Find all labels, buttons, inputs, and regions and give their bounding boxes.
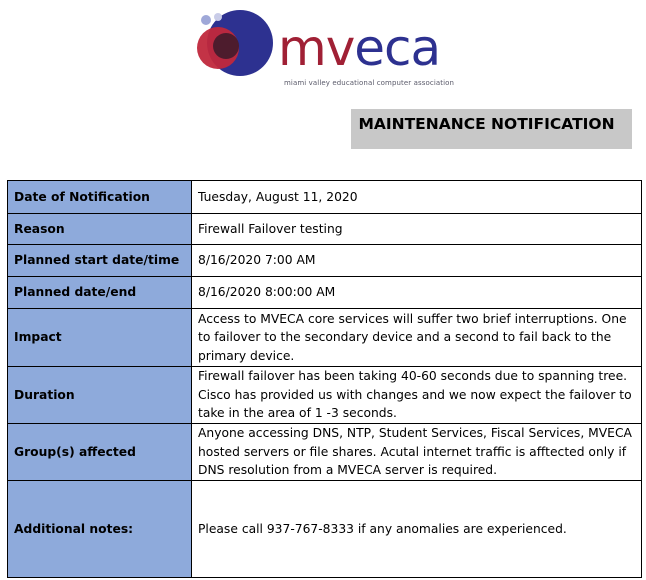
- mveca-logo: [196, 8, 466, 92]
- logo-wordmark-mv: mv: [278, 19, 355, 77]
- table-row: [8, 245, 642, 277]
- row-label: Planned date/end: [8, 277, 192, 309]
- row-value: 8/16/2020 8:00:00 AM: [192, 277, 642, 309]
- row-label: Impact: [8, 309, 192, 367]
- table-row: [8, 367, 642, 424]
- logo-wordmark-eca: eca: [354, 19, 441, 77]
- row-value: 8/16/2020 7:00 AM: [192, 245, 642, 277]
- row-label: Additional notes:: [8, 481, 192, 578]
- row-value: Anyone accessing DNS, NTP, Student Services, Fiscal Services, MVECA hosted servers or file shares. Acutal internet traffic is afftected only if DNS resolution from a MVECA server is required.: [192, 424, 642, 481]
- logo-tagline: miami valley educational computer association: [284, 79, 455, 87]
- logo-circle-small-2: [214, 13, 222, 21]
- logo-circle-overlap: [213, 33, 239, 59]
- row-value: Firewall Failover testing: [192, 214, 642, 245]
- table-row: [8, 277, 642, 309]
- notice-title: MAINTENANCE NOTIFICATION: [358, 115, 615, 133]
- row-label: Duration: [8, 367, 192, 424]
- table-row: [8, 181, 642, 214]
- row-value: Firewall failover has been taking 40-60 seconds due to spanning tree. Cisco has provided us with changes and we now expect the failover to take in the area of 1 -3 seconds.: [192, 367, 642, 424]
- notice-banner: [351, 109, 632, 149]
- table-row: [8, 481, 642, 578]
- row-value: Please call 937-767-8333 if any anomalies are experienced.: [192, 481, 642, 578]
- logo-circles-icon: [196, 8, 280, 80]
- table-row: [8, 424, 642, 481]
- row-label: Planned start date/time: [8, 245, 192, 277]
- logo-wordmark: [278, 20, 440, 76]
- maintenance-table: [7, 180, 642, 578]
- row-value: Access to MVECA core services will suffer two brief interruptions. One to failover to the secondary device and a second to fail back to the primary device.: [192, 309, 642, 367]
- row-label: Reason: [8, 214, 192, 245]
- row-value: Tuesday, August 11, 2020: [192, 181, 642, 214]
- row-label: Date of Notification: [8, 181, 192, 214]
- logo-circle-small-1: [201, 15, 211, 25]
- table-row: [8, 214, 642, 245]
- table-row: [8, 309, 642, 367]
- row-label: Group(s) affected: [8, 424, 192, 481]
